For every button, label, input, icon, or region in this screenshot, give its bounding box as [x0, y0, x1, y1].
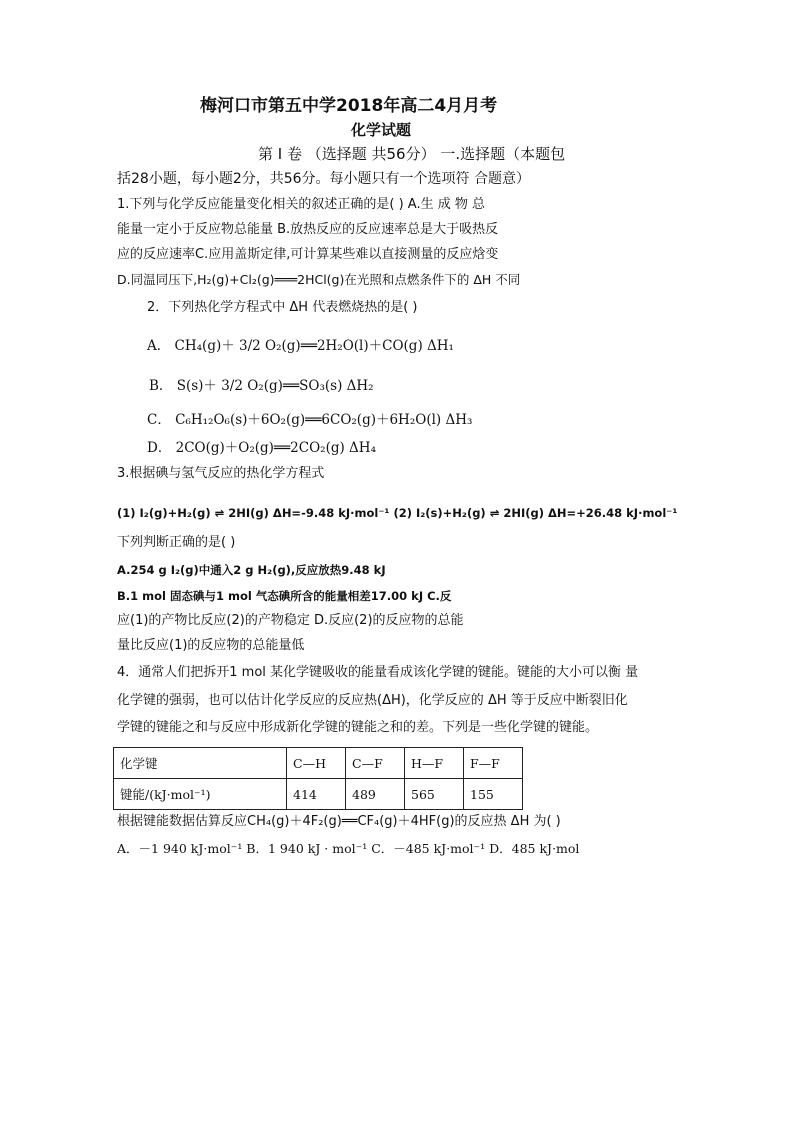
bond-energy-table — [113, 747, 523, 810]
table-cell: 414 — [287, 779, 346, 810]
table-cell: 键能/(kJ·mol⁻¹) — [114, 779, 287, 810]
question-3-ask: 下列判断正确的是( ) — [117, 535, 236, 550]
table-cell: F—F — [464, 748, 523, 779]
section-instructions: 括28小题，每小题2分，共56分。每小题只有一个选项符 合题意） — [117, 171, 530, 187]
question-4-line-1: 4．通常人们把拆开1 mol 某化学键吸收的能量看成该化学键的键能。键能的大小可以衡 量 — [117, 665, 639, 680]
question-3-option-d-cont: 量比反应(1)的反应物的总能量低 — [117, 638, 305, 653]
table-cell: H—F — [405, 748, 464, 779]
table-cell: 化学键 — [114, 748, 287, 779]
question-2-stem: 2．下列热化学方程式中 ΔH 代表燃烧热的是( ) — [147, 300, 418, 315]
question-3-equations: (1) I₂(g)+H₂(g) ⇌ 2HI(g) ΔH=-9.48 kJ·mol⁻¹ (2) I₂(s)+H₂(g) ⇌ 2HI(g) ΔH=+26.48 kJ·mol⁻¹ — [117, 506, 678, 520]
table-cell: 155 — [464, 779, 523, 810]
table-cell: C—H — [287, 748, 346, 779]
question-4-line-3: 学键的键能之和与反应中形成新化学键的键能之和的差。下列是一些化学键的键能。 — [117, 720, 599, 735]
table-cell: 565 — [405, 779, 464, 810]
question-3-option-b: B.1 mol 固态碘与1 mol 气态碘所含的能量相差17.00 kJ C.反 — [117, 589, 452, 603]
question-2-option-a: A． CH₄(g)＋ 3/2 O₂(g)══2H₂O(l)＋CO(g) ΔH₁ — [147, 338, 454, 354]
table-cell: 489 — [346, 779, 405, 810]
question-4-options: A．－1 940 kJ·mol⁻¹ B．1 940 kJ · mol⁻¹ C．－485 kJ·mol⁻¹ D．485 kJ·mol — [117, 841, 580, 856]
question-3-option-a: A.254 g I₂(g)中通入2 g H₂(g),反应放热9.48 kJ — [117, 563, 386, 577]
question-1-line-4: D.同温同压下,H₂(g)+Cl₂(g)═══2HCl(g)在光照和点燃条件下的 ΔH 不同 — [117, 272, 521, 287]
question-4-ask: 根据键能数据估算反应CH₄(g)＋4F₂(g)══CF₄(g)＋4HF(g)的反应热 ΔH 为( ) — [117, 814, 561, 829]
question-2-option-b: B． S(s)＋ 3/2 O₂(g)══SO₃(s) ΔH₂ — [149, 378, 374, 394]
question-1-line-2: 能量一定小于反应物总能量 B.放热反应的反应速率总是大于吸热反 — [117, 222, 499, 237]
question-2-option-d: D． 2CO(g)＋O₂(g)══2CO₂(g) ΔH₄ — [147, 440, 376, 456]
question-3-stem: 3.根据碘与氢气反应的热化学方程式 — [117, 466, 325, 481]
table-row — [114, 779, 523, 810]
page-title: 梅河口市第五中学2018年高二4月月考 — [200, 96, 498, 116]
question-4-line-2: 化学键的强弱，也可以估计化学反应的反应热(ΔH)，化学反应的 ΔH 等于反应中断裂旧化 — [117, 693, 628, 708]
table-cell: C—F — [346, 748, 405, 779]
question-3-option-c-d: 应(1)的产物比反应(2)的产物稳定 D.反应(2)的反应物的总能 — [117, 613, 464, 628]
section-heading: 第 I 卷 （选择题 共56分） 一.选择题（本题包 — [258, 145, 566, 163]
question-1-line-3: 应的反应速率C.应用盖斯定律,可计算某些难以直接测量的反应焓变 — [117, 247, 499, 262]
table-header-row — [114, 748, 523, 779]
page-subtitle: 化学试题 — [351, 121, 412, 139]
question-1-line-1: 1.下列与化学反应能量变化相关的叙述正确的是( ) A.生 成 物 总 — [117, 197, 486, 212]
question-2-option-c: C． C₆H₁₂O₆(s)＋6O₂(g)══6CO₂(g)＋6H₂O(l) ΔH₃ — [147, 412, 473, 428]
